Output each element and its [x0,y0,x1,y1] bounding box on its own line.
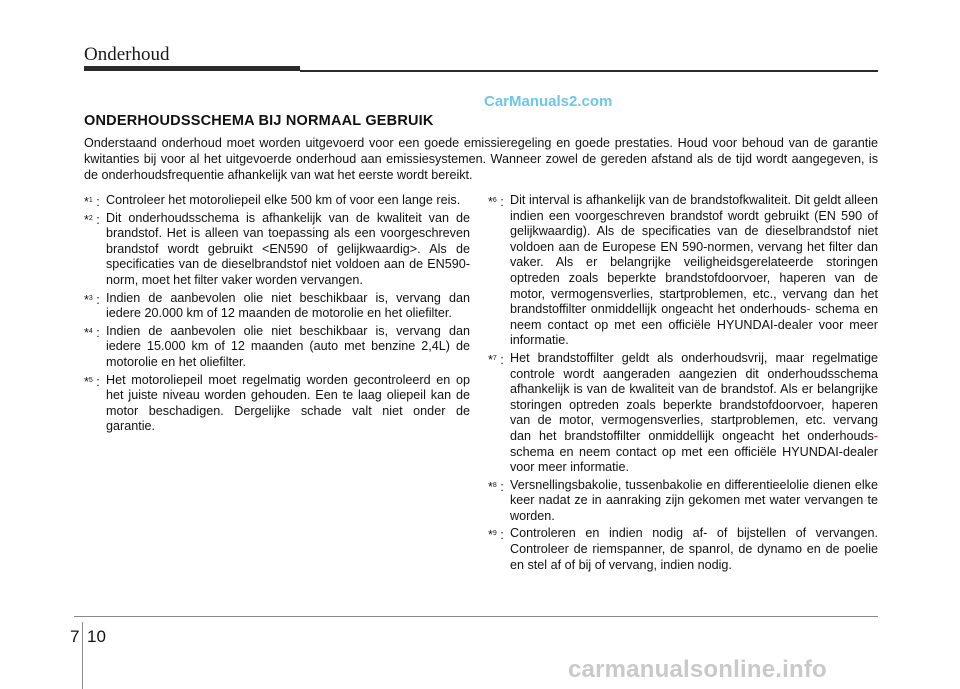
note-marker: *$^2$ : [84,212,100,227]
note-2 [84,211,470,289]
note-marker: *$^9$ : [488,528,504,543]
note-marker: *$^4$ : [84,325,100,340]
note-text-continued: schema en neem contact op met een officiële HYUNDAI-dealer voor meer informatie. [510,444,878,475]
header-rule-thick [84,66,300,71]
note-marker: *$^3$ : [84,292,100,307]
note-text: Het brandstoffilter geldt als onderhoudsvrij, maar regelmatige controle wordt aangeraden aangezien dit onderhoudsschema afhankelijk is van de kwaliteit van de brandstof. Als er belangrijke storingen optreden zoals beperkte brandstofdoorvoer, haperen van de motor, vermogensverlies, startproblemen, etc. vervang dan het brandstoffilter onmiddellijk ongeacht het onderhouds [510,350,878,443]
note-marker: *$^1$ : [84,195,100,209]
note-marker: *$^5$ : [84,374,100,389]
header-rule-thin [300,70,878,72]
note-6 [488,193,878,349]
note-marker: *$^7$ : [488,352,504,367]
notes-column-left [84,193,470,437]
footer-rule [74,616,878,617]
note-text: Indien de aanbevolen olie niet beschikbaar is, vervang dan iedere 15.000 km of 12 maanden (auto met benzine 2,4L) de motorolie en het oliefilter. [106,323,470,369]
footer-divider [82,622,83,689]
note-marker: *$^8$ : [488,479,504,494]
note-1 [84,193,470,209]
note-marker: *$^6$ : [488,195,504,209]
note-9 [488,526,878,573]
page-number: 10 [87,627,106,646]
section-heading: ONDERHOUDSSCHEMA BIJ NORMAAL GEBRUIK [84,113,434,129]
note-text-continued: schema en neem contact op met een officiële HYUNDAI-dealer voor meer informatie. [510,302,879,348]
notes-column-right [488,193,878,575]
page-header-title: Onderhoud [84,44,170,65]
hyphen-mark: - [806,302,811,317]
note-4 [84,324,470,371]
note-8 [488,478,878,525]
note-text: Het motoroliepeil moet regelmatig worden gecontroleerd en op het juiste niveau worden gehouden. Een te laag oliepeil kan de motor beschadigen. Dergelijke schade valt niet onder de garantie. [106,372,470,434]
note-5 [84,373,470,435]
intro-paragraph: Onderstaand onderhoud moet worden uitgevoerd voor een goede emissieregeling en goede prestaties. Houd voor behoud van de garantie kwitanties bij voor al het uitgevoerde onderhoud aan emissiesystemen. Wanneer zowel de gereden afstand als de tijd wordt aangegeven, is de onderhoudsfrequentie afhankelijk van wat het eerste wordt bereikt. [84,136,878,182]
watermark-bottom: carmanualsonline.info [568,656,827,683]
note-3 [84,291,470,322]
hyphen-mark: - [873,428,878,443]
watermark-top: CarManuals2.com [484,93,613,110]
note-text: Indien de aanbevolen olie niet beschikbaar is, vervang dan iedere 20.000 km of 12 maanden de motorolie en het oliefilter. [106,290,470,321]
note-text: Versnellingsbakolie, tussenbakolie en differentieelolie dienen elke keer nadat ze in aanraking zijn gekomen met water vervangen te worden. [510,477,878,523]
note-text: Dit onderhoudsschema is afhankelijk van de kwaliteit van de brandstof. Het is alleen van toepassing als een voorgeschreven brandstof wordt gebruikt <EN590 of gelijkwaardig>. Als de specificaties van de dieselbrandstof niet voldoen aan de EN590-norm, moet het filter vaker worden vervangen. [106,210,470,287]
chapter-number: 7 [70,627,80,646]
note-text: Controleren en indien nodig af- of bijstellen of vervangen. Controleer de riemspanner, de spanrol, de dynamo en de poelie en stel af of bij of vervang, indien nodig. [510,526,878,572]
note-text: Controleer het motoroliepeil elke 500 km of voor een lange reis. [106,193,461,207]
note-7 [488,351,878,476]
note-text: Dit interval is afhankelijk van de brandstofkwaliteit. Dit geldt alleen indien een voorgeschreven brandstof wordt gebruikt (EN 590 of gelijkwaardig). Als de specificaties van de dieselbrandstof niet voldoen aan de Europese EN 590-normen, vervang het filter dan vaker. Als er belangrijke veiligheidsgerelateerde storingen optreden zoals beperkte brandstofdoorvoer, haperen van de motor, vermogensverlies, startproblemen, etc., vervang dan het brandstoffilter onmiddellijk ongeacht het onderhouds [510,193,878,317]
